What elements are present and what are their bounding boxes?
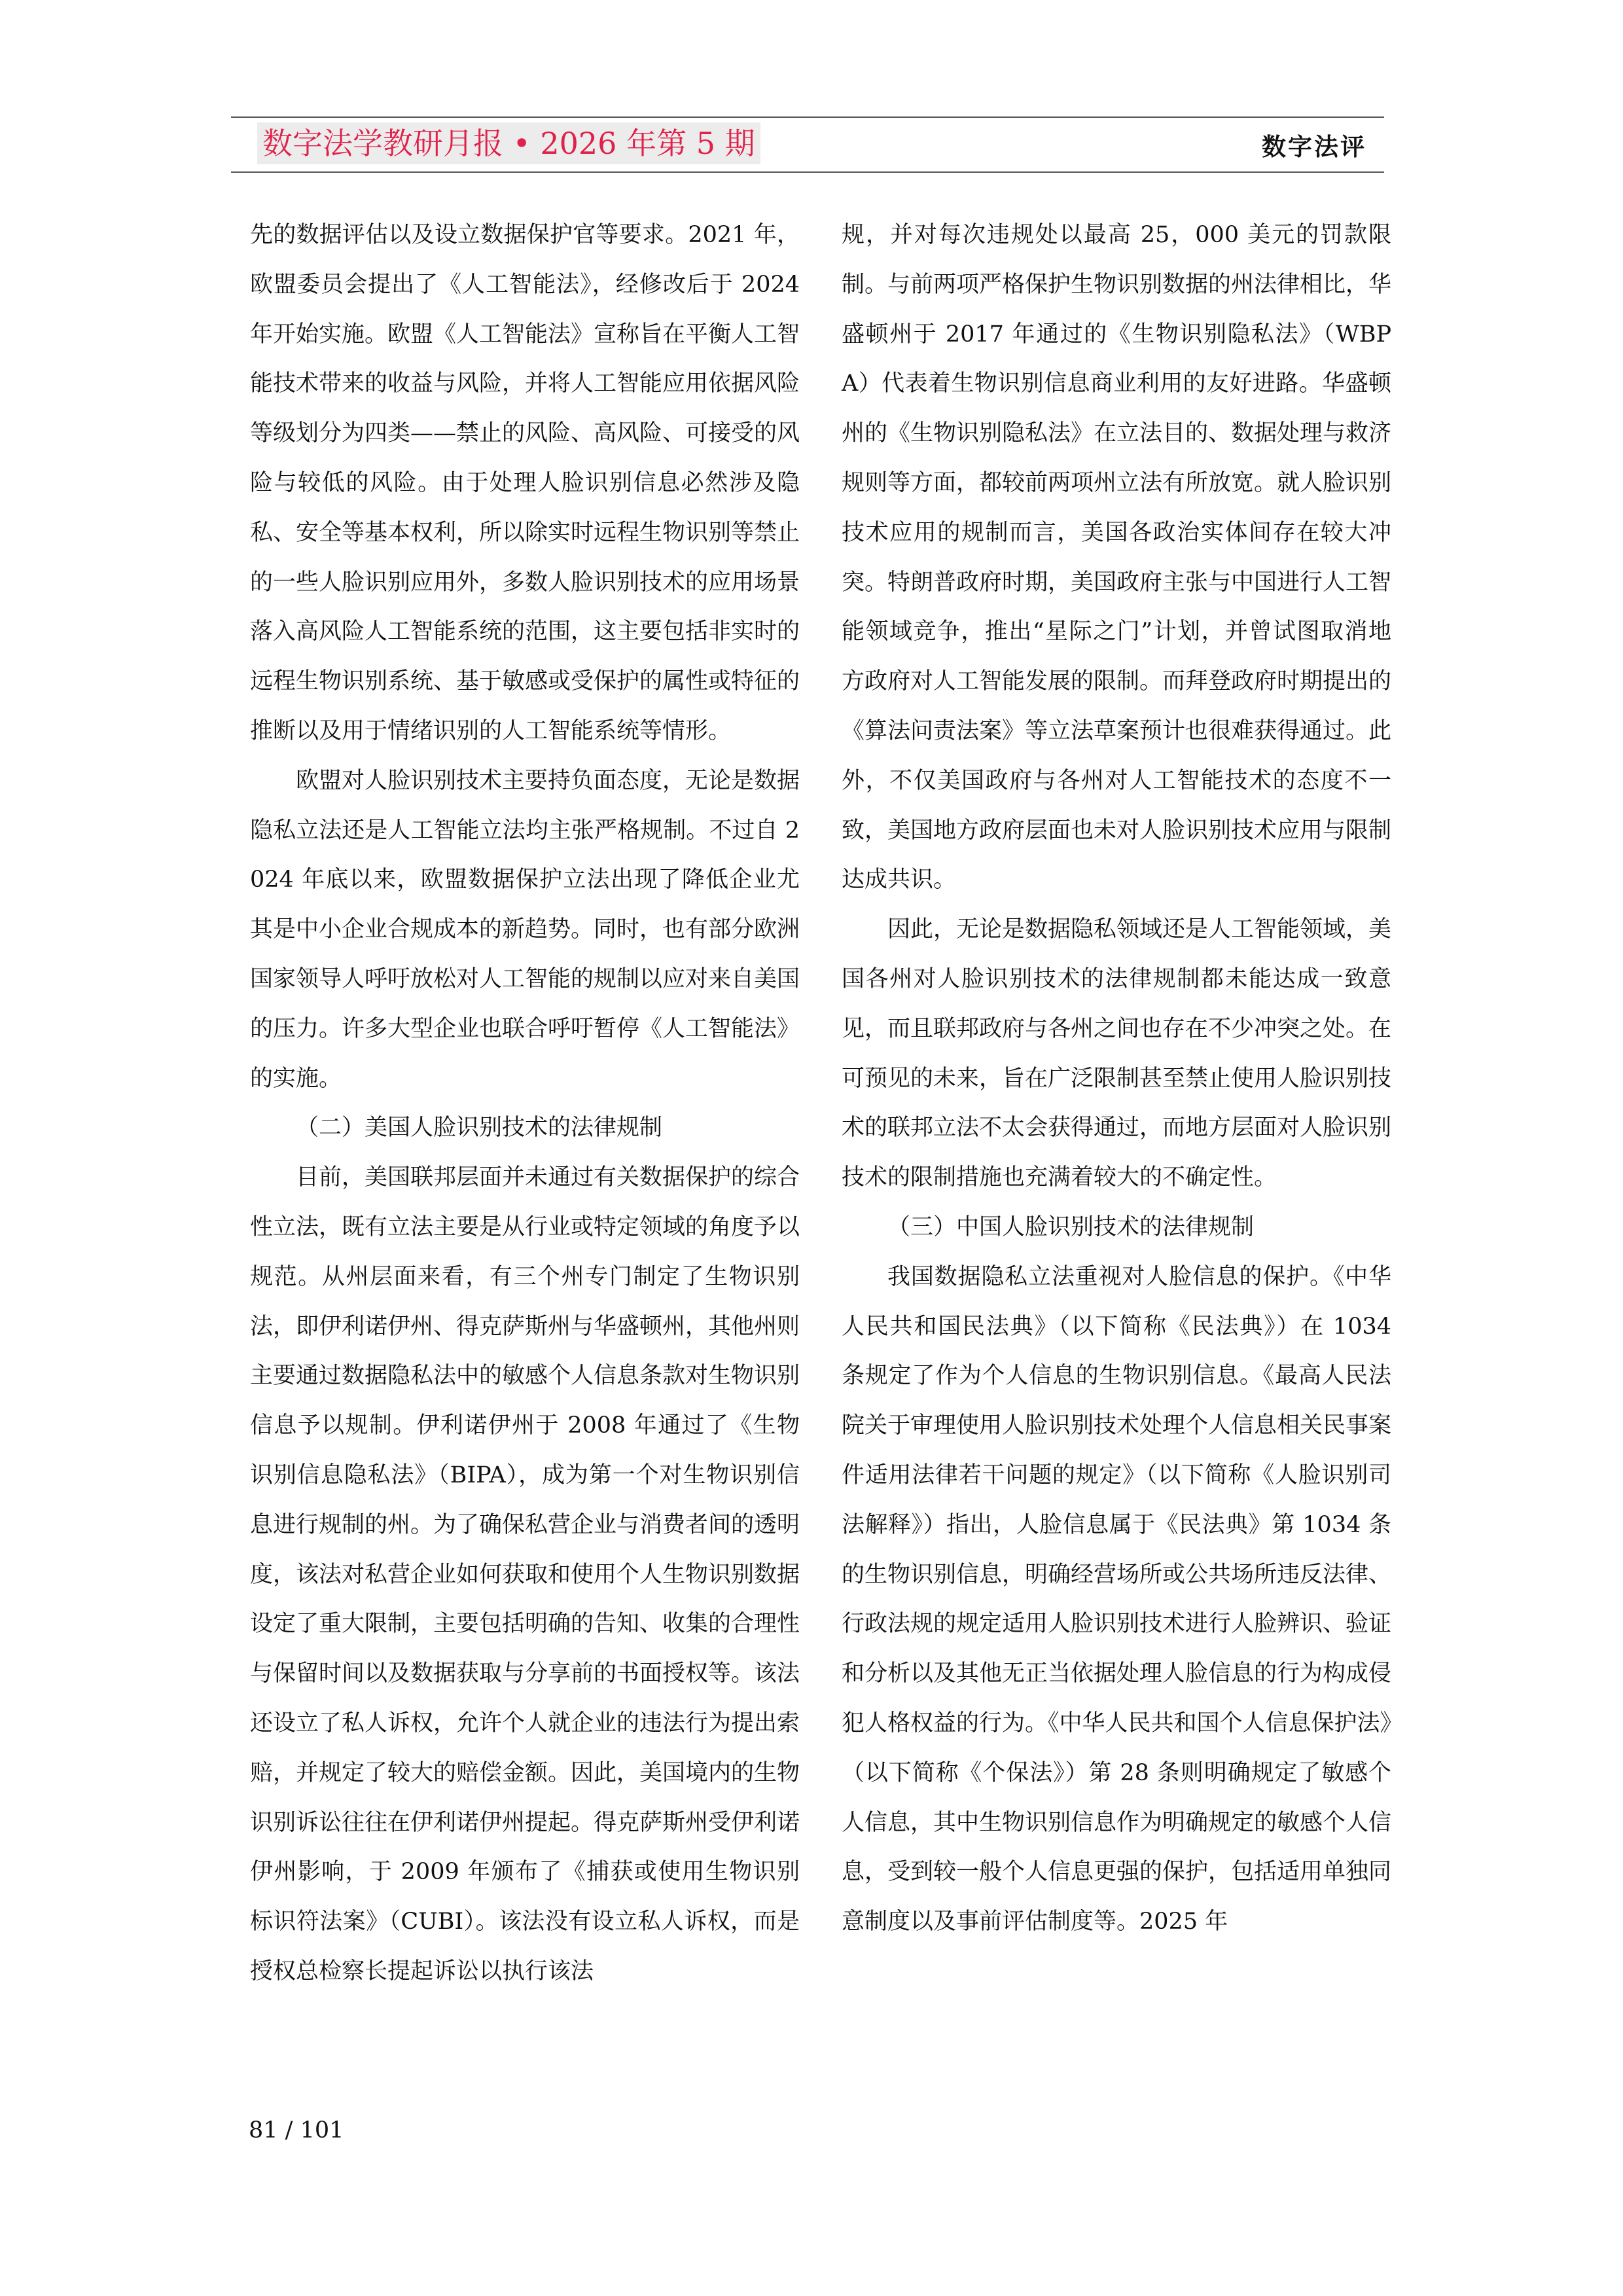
- page-number: 81 / 101: [249, 2117, 344, 2144]
- body-paragraph: 我国数据隐私立法重视对人脸信息的保护。《中华人民共和国民法典》（以下简称《民法典》）在 1034 条规定了作为个人信息的生物识别信息。《最高人民法院关于审理使用人脸识别技术处理个人信息相关民事案件适用法律若干问题的规定》（以下简称《人脸识别司法解释》）指出，人脸信息属于《民法典》第 1034 条的生物识别信息，明确经营场所或公共场所违反法律、行政法规的规定适用人脸识别技术进行人脸辨识、验证和分析以及其他无正当依据处理人脸信息的行为构成侵犯人格权益的行为。《中华人民共和国个人信息保护法》（以下简称《个保法》）第 28 条则明确规定了敏感个人信息，其中生物识别信息作为明确规定的敏感个人信息，受到较一般个人信息更强的保护，包括适用单独同意制度以及事前评估制度等。2025 年: [842, 1263, 1392, 1935]
- body-paragraph: 因此，无论是数据隐私领域还是人工智能领域，美国各州对人脸识别技术的法律规制都未能达成一致意见，而且联邦政府与各州之间也存在不少冲突之处。在可预见的未来，旨在广泛限制甚至禁止使用人脸识别技术的联邦立法不太会获得通过，而地方层面对人脸识别技术的限制措施也充满着较大的不确定性。: [842, 916, 1392, 1191]
- header-bottom-rule: [231, 171, 1384, 173]
- body-paragraph: 目前，美国联邦层面并未通过有关数据保护的综合性立法，既有立法主要是从行业或特定领域的角度予以规范。从州层面来看，有三个州专门制定了生物识别法，即伊利诺伊州、得克萨斯州与华盛顿州，其他州则主要通过数据隐私法中的敏感个人信息条款对生物识别信息予以规制。伊利诺伊州于 2008 年通过了《生物识别信息隐私法》（BIPA），成为第一个对生物识别信息进行规制的州。为了确保私营企业与消费者间的透明度，该法对私营企业如何获取和使用个人生物识别数据设定了重大限制，主要包括明确的告知、收集的合理性与保留时间以及数据获取与分享前的书面授权等。该法还设立了私人诉权，允许个人就企业的违法行为提出索赔，并规定了较大的赔偿金额。因此，美国境内的生物识别诉讼往往在伊利诺伊州提起。得克萨斯州受伊利诺伊州影响，于 2009 年颁布了《捕获或使用生物识别标识符法案》（CUBI）。该法没有设立私人诉权，而是授权总检察长提起诉讼以执行该法: [250, 1164, 800, 1984]
- section-name: 数字法评: [1262, 132, 1366, 161]
- left-column: [250, 211, 800, 1997]
- section-heading: （二）美国人脸识别技术的法律规制: [296, 1115, 663, 1141]
- body-paragraph: 欧盟对人脸识别技术主要持负面态度，无论是数据隐私立法还是人工智能立法均主张严格规制。不过自 2024 年底以来，欧盟数据保护立法出现了降低企业尤其是中小企业合规成本的新趋势。同时，也有部分欧洲国家领导人呼吁放松对人工智能的规制以应对来自美国的压力。许多大型企业也联合呼吁暂停《人工智能法》的实施。: [250, 767, 800, 1092]
- header-top-rule: [231, 117, 1384, 118]
- section-heading: （三）中国人脸识别技术的法律规制: [887, 1213, 1255, 1240]
- right-column: [842, 211, 1391, 1947]
- continuation-paragraph: 先的数据评估以及设立数据保护官等要求。2021 年，欧盟委员会提出了《人工智能法》，经修改后于 2024 年开始实施。欧盟《人工智能法》宣称旨在平衡人工智能技术带来的收益与风险，并将人工智能应用依据风险等级划分为四类——禁止的风险、高风险、可接受的风险与较低的风险。由于处理人脸识别信息必然涉及隐私、安全等基本权利，所以除实时远程生物识别等禁止的一些人脸识别应用外，多数人脸识别技术的应用场景落入高风险人工智能系统的范围，这主要包括非实时的远程生物识别系统、基于敏感或受保护的属性或特征的推断以及用于情绪识别的人工智能系统等情形。: [250, 222, 800, 744]
- journal-title: 数字法学教研月报 • 2026 年第 5 期: [257, 122, 760, 164]
- continuation-paragraph: 规，并对每次违规处以最高 25，000 美元的罚款限制。与前两项严格保护生物识别数据的州法律相比，华盛顿州于 2017 年通过的《生物识别隐私法》（WBPA）代表着生物识别信息商业利用的友好进路。华盛顿州的《生物识别隐私法》在立法目的、数据处理与救济规则等方面，都较前两项州立法有所放宽。就人脸识别技术应用的规制而言，美国各政治实体间存在较大冲突。特朗普政府时期，美国政府主张与中国进行人工智能领域竞争，推出“星际之门”计划，并曾试图取消地方政府对人工智能发展的限制。而拜登政府时期提出的《算法问责法案》等立法草案预计也很难获得通过。此外，不仅美国政府与各州对人工智能技术的态度不一致，美国地方政府层面也未对人脸识别技术应用与限制达成共识。: [842, 222, 1392, 893]
